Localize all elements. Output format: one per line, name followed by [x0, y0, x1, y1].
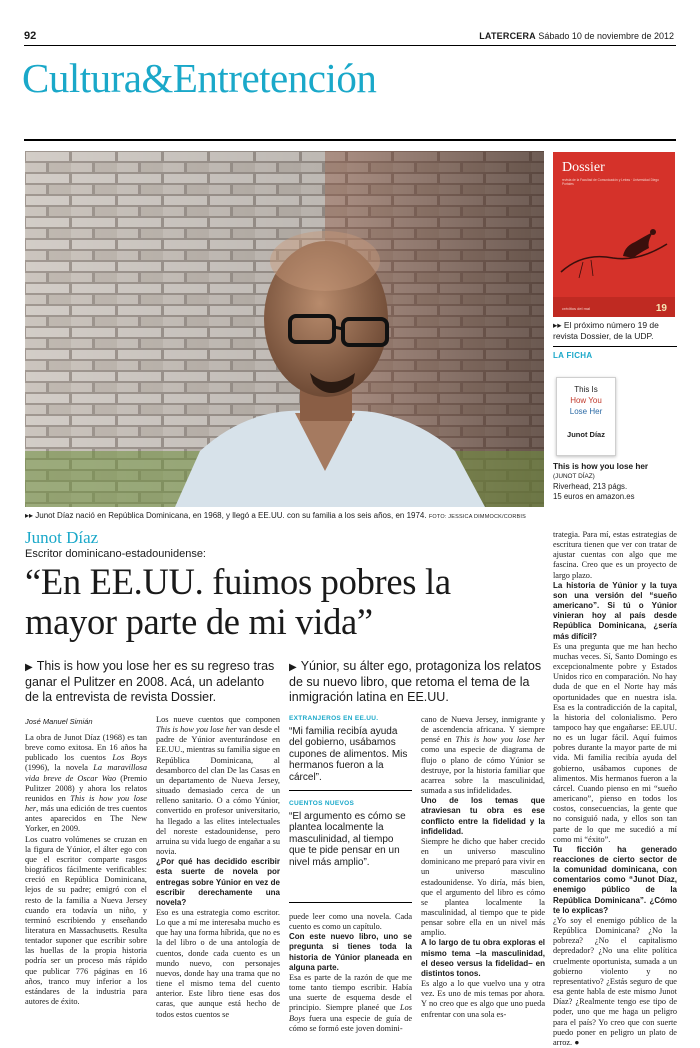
- ficha-label: LA FICHA: [553, 351, 593, 360]
- byline: José Manuel Simián: [25, 717, 93, 726]
- pull-quote-2: [289, 800, 412, 868]
- book-cover-line-2: How You: [570, 396, 602, 405]
- book-price: 15 euros en amazon.es: [553, 492, 635, 501]
- book-publisher: Riverhead, 213 págs.: [553, 482, 628, 491]
- pull-quote-divider: [289, 790, 412, 791]
- deck-right: [289, 659, 544, 705]
- ficha-rule: [553, 346, 677, 347]
- author-photo: [25, 151, 544, 507]
- body-column-3: puede leer como una novela. Cada cuento es como un capítulo. Con este nuevo libro, uno se pregunta si tienes toda la historia de Yúnior planeada en alguna parte. Esa es parte de la razón de que me tome tanto tiempo escribir. Había una suerte de esquema desde el principio. Siempre planeé que Los Boys fuera una especie de guía de cómo se formó este joven domini-: [289, 912, 412, 1033]
- section-title: Cultura&Entretención: [22, 55, 377, 101]
- book-cover-line-1: This Is: [574, 385, 598, 394]
- dossier-issue-number: 19: [655, 303, 667, 314]
- section-rule: [24, 139, 676, 141]
- deck-left-text: This is how you lose her es su regreso tras ganar el Pulitzer en 2008. Acá, un adelanto de la entrevista de revista Dossier.: [25, 659, 275, 704]
- dossier-cover-subtitle: revista de la Facultad de Comunicación y Letras · Universidad Diego Portales: [562, 178, 659, 186]
- pull-quote-2-label: CUENTOS NUEVOS: [289, 800, 355, 807]
- pull-quote-divider: [289, 902, 412, 903]
- body-column-2: Los nueve cuentos que componen This is how you lose her van desde el padre de Yúnior aventurándose en EE.UU., mientras su familia sigue en República Dominicana, al desamborco del clan De las Casas en un departamento de Nueva Jersey, situado demasiado cerca de un relleno sanitario. O a cómo Yúnior, convertido en profesor universitario, ha llegado a las elites intelectuales del noreste estadounidense, pero arruina su vida luego de engañar a su novia. ¿Por qué has decidido escribir esta suerte de novela por entregas sobre Yúnior en vez de escribir derechamente una novela? Eso es una estrategia como escritor. Lo que a mí me interesaba mucho es que hay una forma híbrida, que no es la del libro o de una antología de cuentos, donde cada cuento es un mundo nuevo, con personajes nuevos, donde hay una trama que no tiene el mismo tema del cuento anterior. Este libro tiene esas dos caras, que aunque está hecho de todos estos cuentos se: [156, 715, 280, 1019]
- issue-date: Sábado 10 de noviembre de 2012: [538, 31, 674, 41]
- triangle-bullet-icon: ▶: [25, 662, 33, 673]
- kicker-role: Escritor dominicano-estadounidense:: [25, 548, 206, 560]
- body-column-1: La obra de Junot Díaz (1968) es tan breve como exitosa. En 16 años ha publicado los cuentos Los Boys (1996), la novela La maravillosa vida breve de Oscar Wao (Premio Pulitzer 2008) y ahora los relatos reunidos en This is how you lose her, más una edición de tres cuentos antes aparecidos en The New Yorker, en 2009. Los cuatro volúmenes se cruzan en la figura de Yúnior, el álter ego con que el escritor comparte rasgos biográficos fácilmente verificables: creció en República Dominicana, lejos de su padre; emigró con el resto de la familia a Nueva Jersey cuando era todavía un niño, y terminó escribiendo y enseñando literatura en Massachusetts. Resulta tentador suponer que escribir sobre las huellas de la propia historia podría ser un proceso más rápido que publicar 776 páginas en 16 años, tranco muy inferior a los estándares de la industria para autores de éxito.: [25, 733, 147, 1007]
- book-title: This is how you lose her: [553, 462, 649, 471]
- dossier-cover-footer: créditos del mal: [562, 306, 591, 311]
- pull-quote-2-text: “El argumento es cómo se plantea localmente la masculinidad, al tiempo que te pide pensar en un nivel más amplio”.: [289, 811, 406, 868]
- dossier-cover-image: [553, 152, 675, 317]
- book-cover-image: [556, 377, 616, 456]
- headline: “En EE.UU. fuimos pobres la mayor parte de mi vida”: [25, 561, 451, 642]
- masthead: [479, 31, 674, 41]
- publication-name: LATERCERA: [479, 31, 536, 41]
- kicker-name: Junot Díaz: [25, 528, 99, 547]
- bird-illustration: [553, 192, 675, 297]
- body-column-4: cano de Nueva Jersey, inmigrante y de ascendencia africana. Y siempre pensé en This is how you lose her como una especie de diagrama de flujo o plano de cómo Yúnior se destruye, por la historia familiar que acarrea sobre la masculinidad, sumada a sus infidelidades. Uno de los temas que atraviesan tu obra es ese conflicto entre la fidelidad y la infidelidad. Siempre he dicho que haber crecido en un universo masculino dominicano me preparó para vivir en un universo masculino estadounidense. Yo diría, más bien, que el argumento del libro es cómo se plantea localmente la masculinidad, al tiempo que te pide pensar sobre ella en un nivel más amplio. A lo largo de tu obra exploras el mismo tema –la masculinidad, el deseo versus la fidelidad– en distintos tonos. Es algo a lo que vuelvo una y otra vez. Es uno de mis temas por ahora. Y no creo que es algo que uno pueda enfrentar con una sola es-: [421, 715, 545, 1019]
- deck-left: [25, 659, 280, 705]
- book-cover-author: Junot Díaz: [567, 430, 605, 439]
- pull-quote-1-label: EXTRANJEROS EN EE.UU.: [289, 715, 379, 722]
- dossier-caption: ▸▸ El próximo número 19 de revista Dossier, de la UDP.: [553, 320, 659, 341]
- book-author: (JUNOT DÍAZ): [553, 473, 595, 480]
- triangle-bullet-icon: ▶: [289, 662, 297, 673]
- dossier-cover-title: Dossier: [562, 160, 605, 175]
- deck-right-text: Yúnior, su álter ego, protagoniza los relatos de su nuevo libro, que retoma el tema de la inmigración latina en EE.UU.: [289, 659, 542, 704]
- book-cover-line-3: Lose Her: [569, 407, 603, 416]
- pull-quote-1-text: “Mi familia recibía ayuda del gobierno, usábamos cupones de alimentos. Mis hermanos fueron a la cárcel”.: [289, 726, 408, 783]
- page-number: 92: [24, 30, 37, 42]
- photo-caption-text: ▸▸ Junot Díaz nació en República Dominicana, en 1968, y llegó a EE.UU. con su familia a los seis años, en 1974.: [25, 511, 427, 520]
- photo-caption: [25, 511, 544, 520]
- photo-credit: FOTO: JESSICA DIMMOCK/CORBIS: [428, 514, 527, 520]
- body-column-5: trategia. Para mí, estas estrategias de escritura tienen que ver con tratar de ajustar cuentas con algo que me fascina. Creo que es un proyecto de largo plazo. La historia de Yúnior y la tuya son una versión del “sueño americano”. Si tú o Yúnior vinieran hoy al país desde República Dominicana, ¿sería más difícil? Es una pregunta que me han hecho muchas veces. Sí, Santo Domingo es excepcionalmente pobre y Estados Unidos rico en comparación. No hay duda de que en el Norte hay más oportunidades que en nuestra isla. Esa es la contradicción de la capital, la historia del colonialismo. Pero tampoco hay que engañarse: EE.UU. no es un lugar fácil. Aquí fuimos pobres durante la mayor parte de mi vida. Mi familia recibía ayuda del gobierno, usábamos cupones de alimentos. Mis hermanos fueron a la cárcel. Cuando pienso en mi “sueño americano”, pienso en todos los costos, consecuencias, la gente que no consiguió nada, y ellos son tan parte de lo que me sucedió a mí como mi “éxito”. Tu ficción ha generado reacciones de cierto sector de la comunidad dominicana, con comentarios como “Junot Díaz, enemigo público de la República Dominicana”. ¿Cómo te lo explicas? ¿Yo soy el enemigo público de la República Dominicana? ¿No la pobreza? ¿No el capitalismo depredador? ¿No una elite política cruelmente oportunista, sumada a un gobierno violento y no representativo? ¿Estás seguro de que esa gente habla de este mismo Junot Díaz? ¿Realmente tengo ese tipo de poder, uno que me haga un peligro para el país? Yo creo que con suerte puedo poner en peligro un plato de arroz. ●: [553, 530, 677, 1047]
- book-info: [553, 462, 677, 502]
- pull-quote-1: [289, 715, 412, 783]
- header-rule: [24, 45, 676, 46]
